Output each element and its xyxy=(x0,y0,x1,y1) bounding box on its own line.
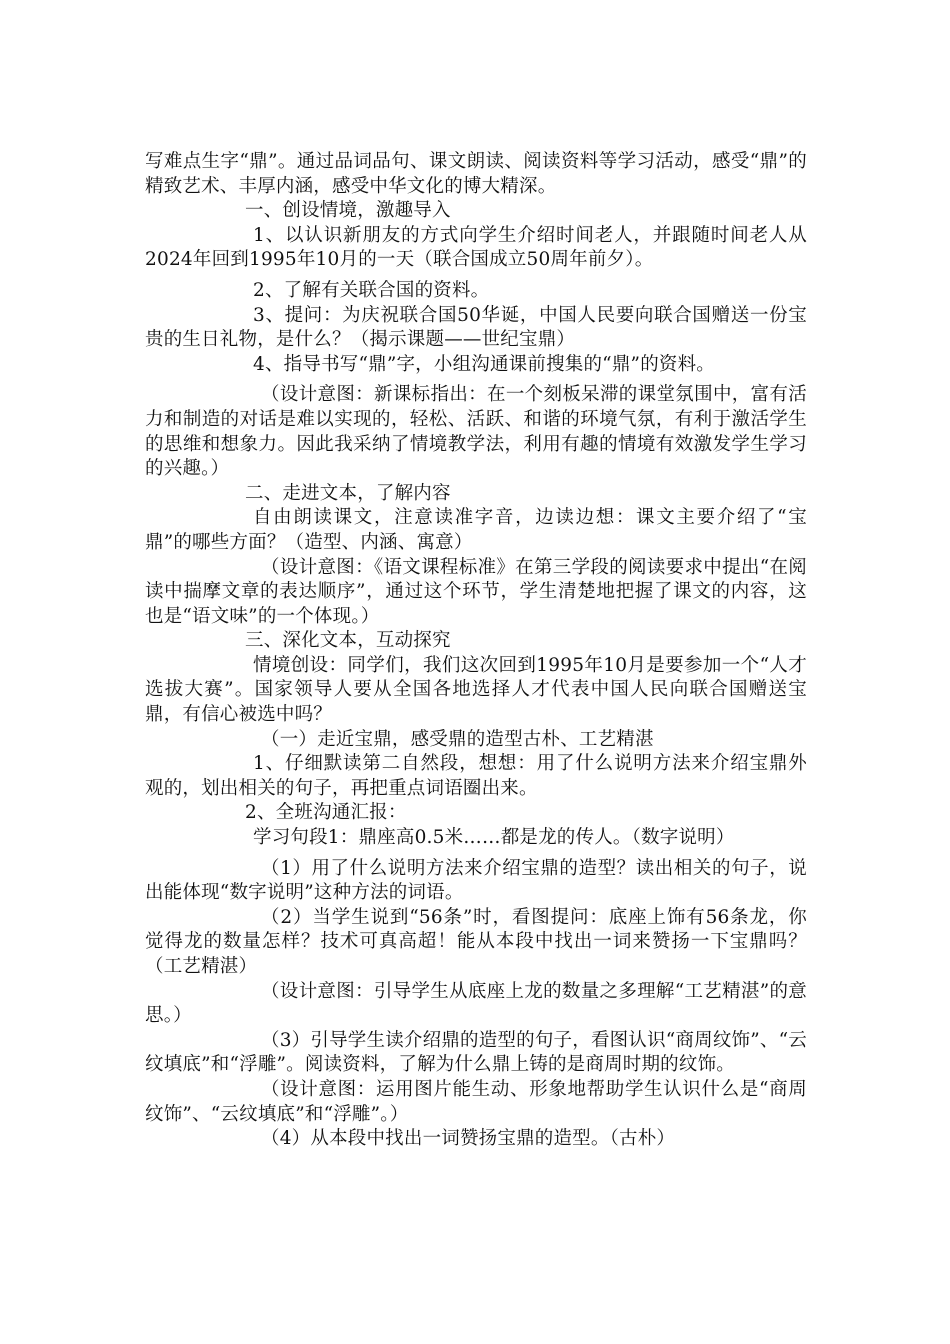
section-heading-3: 三、深化文本，互动探究 xyxy=(245,630,451,652)
paragraph-question-2: （2）当学生说到“56条”时，看图提问：底座上饰有56条龙，你觉得龙的数量怎样？技术可真高超！能从本段中找出一词来赞扬一下宝鼎吗？（工艺精湛） xyxy=(145,906,807,977)
paragraph-step-3: 3、提问：为庆祝联合国50华诞，中国人民要向联合国赠送一份宝贵的生日礼物，是什么？（揭示课题——世纪宝鼎） xyxy=(145,304,807,351)
paragraph-class-report: 2、全班沟通汇报： xyxy=(245,802,407,824)
paragraph-design-intent-4: （设计意图：运用图片能生动、形象地帮助学生认识什么是“商周纹饰”、“云纹填底”和“浮雕”。） xyxy=(145,1078,807,1125)
paragraph-design-intent-3: （设计意图：引导学生从底座上龙的数量之多理解“工艺精湛”的意思。） xyxy=(145,980,807,1027)
paragraph-study-passage-1: 学习句段1：鼎座高0.5米……都是龙的传人。（数字说明） xyxy=(253,827,735,849)
paragraph-question-1: （1）用了什么说明方法来介绍宝鼎的造型？读出相关的句子，说出能体现“数字说明”这种方法的词语。 xyxy=(145,857,807,904)
paragraph-design-intent-2: （设计意图：《语文课程标准》在第三学段的阅读要求中提出“在阅读中揣摩文章的表达顺序”，通过这个环节，学生清楚地把握了课文的内容，这也是“语文味”的一个体现。） xyxy=(145,556,807,627)
paragraph-free-reading: 自由朗读课文，注意读准字音，边读边想：课文主要介绍了“宝鼎”的哪些方面？（造型、内涵、寓意） xyxy=(145,507,807,553)
paragraph-objective-continued: 写难点生字“鼎”。通过品词品句、课文朗读、阅读资料等学习活动，感受“鼎”的精致艺术、丰厚内涵，感受中华文化的博大精深。 xyxy=(145,151,807,197)
subsection-heading-1: （一）走近宝鼎，感受鼎的造型古朴、工艺精湛 xyxy=(261,728,654,750)
paragraph-question-3: （3）引导学生读介绍鼎的造型的句子，看图认识“商周纹饰”、“云纹填底”和“浮雕”。阅读资料，了解为什么鼎上铸的是商周时期的纹饰。 xyxy=(145,1029,807,1076)
paragraph-step-1: 1、以认识新朋友的方式向学生介绍时间老人，并跟随时间老人从2024年回到1995年10月的一天（联合国成立50周年前夕）。 xyxy=(145,224,807,271)
paragraph-step-4: 4、指导书写“鼎”字，小组沟通课前搜集的“鼎”的资料。 xyxy=(253,353,716,375)
section-heading-2: 二、走进文本，了解内容 xyxy=(245,482,451,504)
paragraph-silent-reading: 1、仔细默读第二自然段，想想：用了什么说明方法来介绍宝鼎外观的，划出相关的句子，再把重点词语圈出来。 xyxy=(145,753,807,799)
paragraph-step-2: 2、了解有关联合国的资料。 xyxy=(253,279,490,301)
paragraph-design-intent-1: （设计意图：新课标指出：在一个刻板呆滞的课堂氛围中，富有活力和制造的对话是难以实现的，轻松、活跃、和谐的环境气氛，有利于激活学生的思维和想象力。因此我采纳了情境教学法，利用有趣的情境有效激发学生学习的兴趣。） xyxy=(145,384,807,480)
document-body xyxy=(145,150,807,1152)
paragraph-question-4: （4）从本段中找出一词赞扬宝鼎的造型。（古朴） xyxy=(261,1128,676,1150)
section-heading-1: 一、创设情境，激趣导入 xyxy=(245,200,451,222)
paragraph-scenario: 情境创设：同学们，我们这次回到1995年10月是要参加一个“人才选拔大赛”。国家领导人要从全国各地选择人才代表中国人民向联合国赠送宝鼎，有信心被选中吗？ xyxy=(145,654,807,726)
